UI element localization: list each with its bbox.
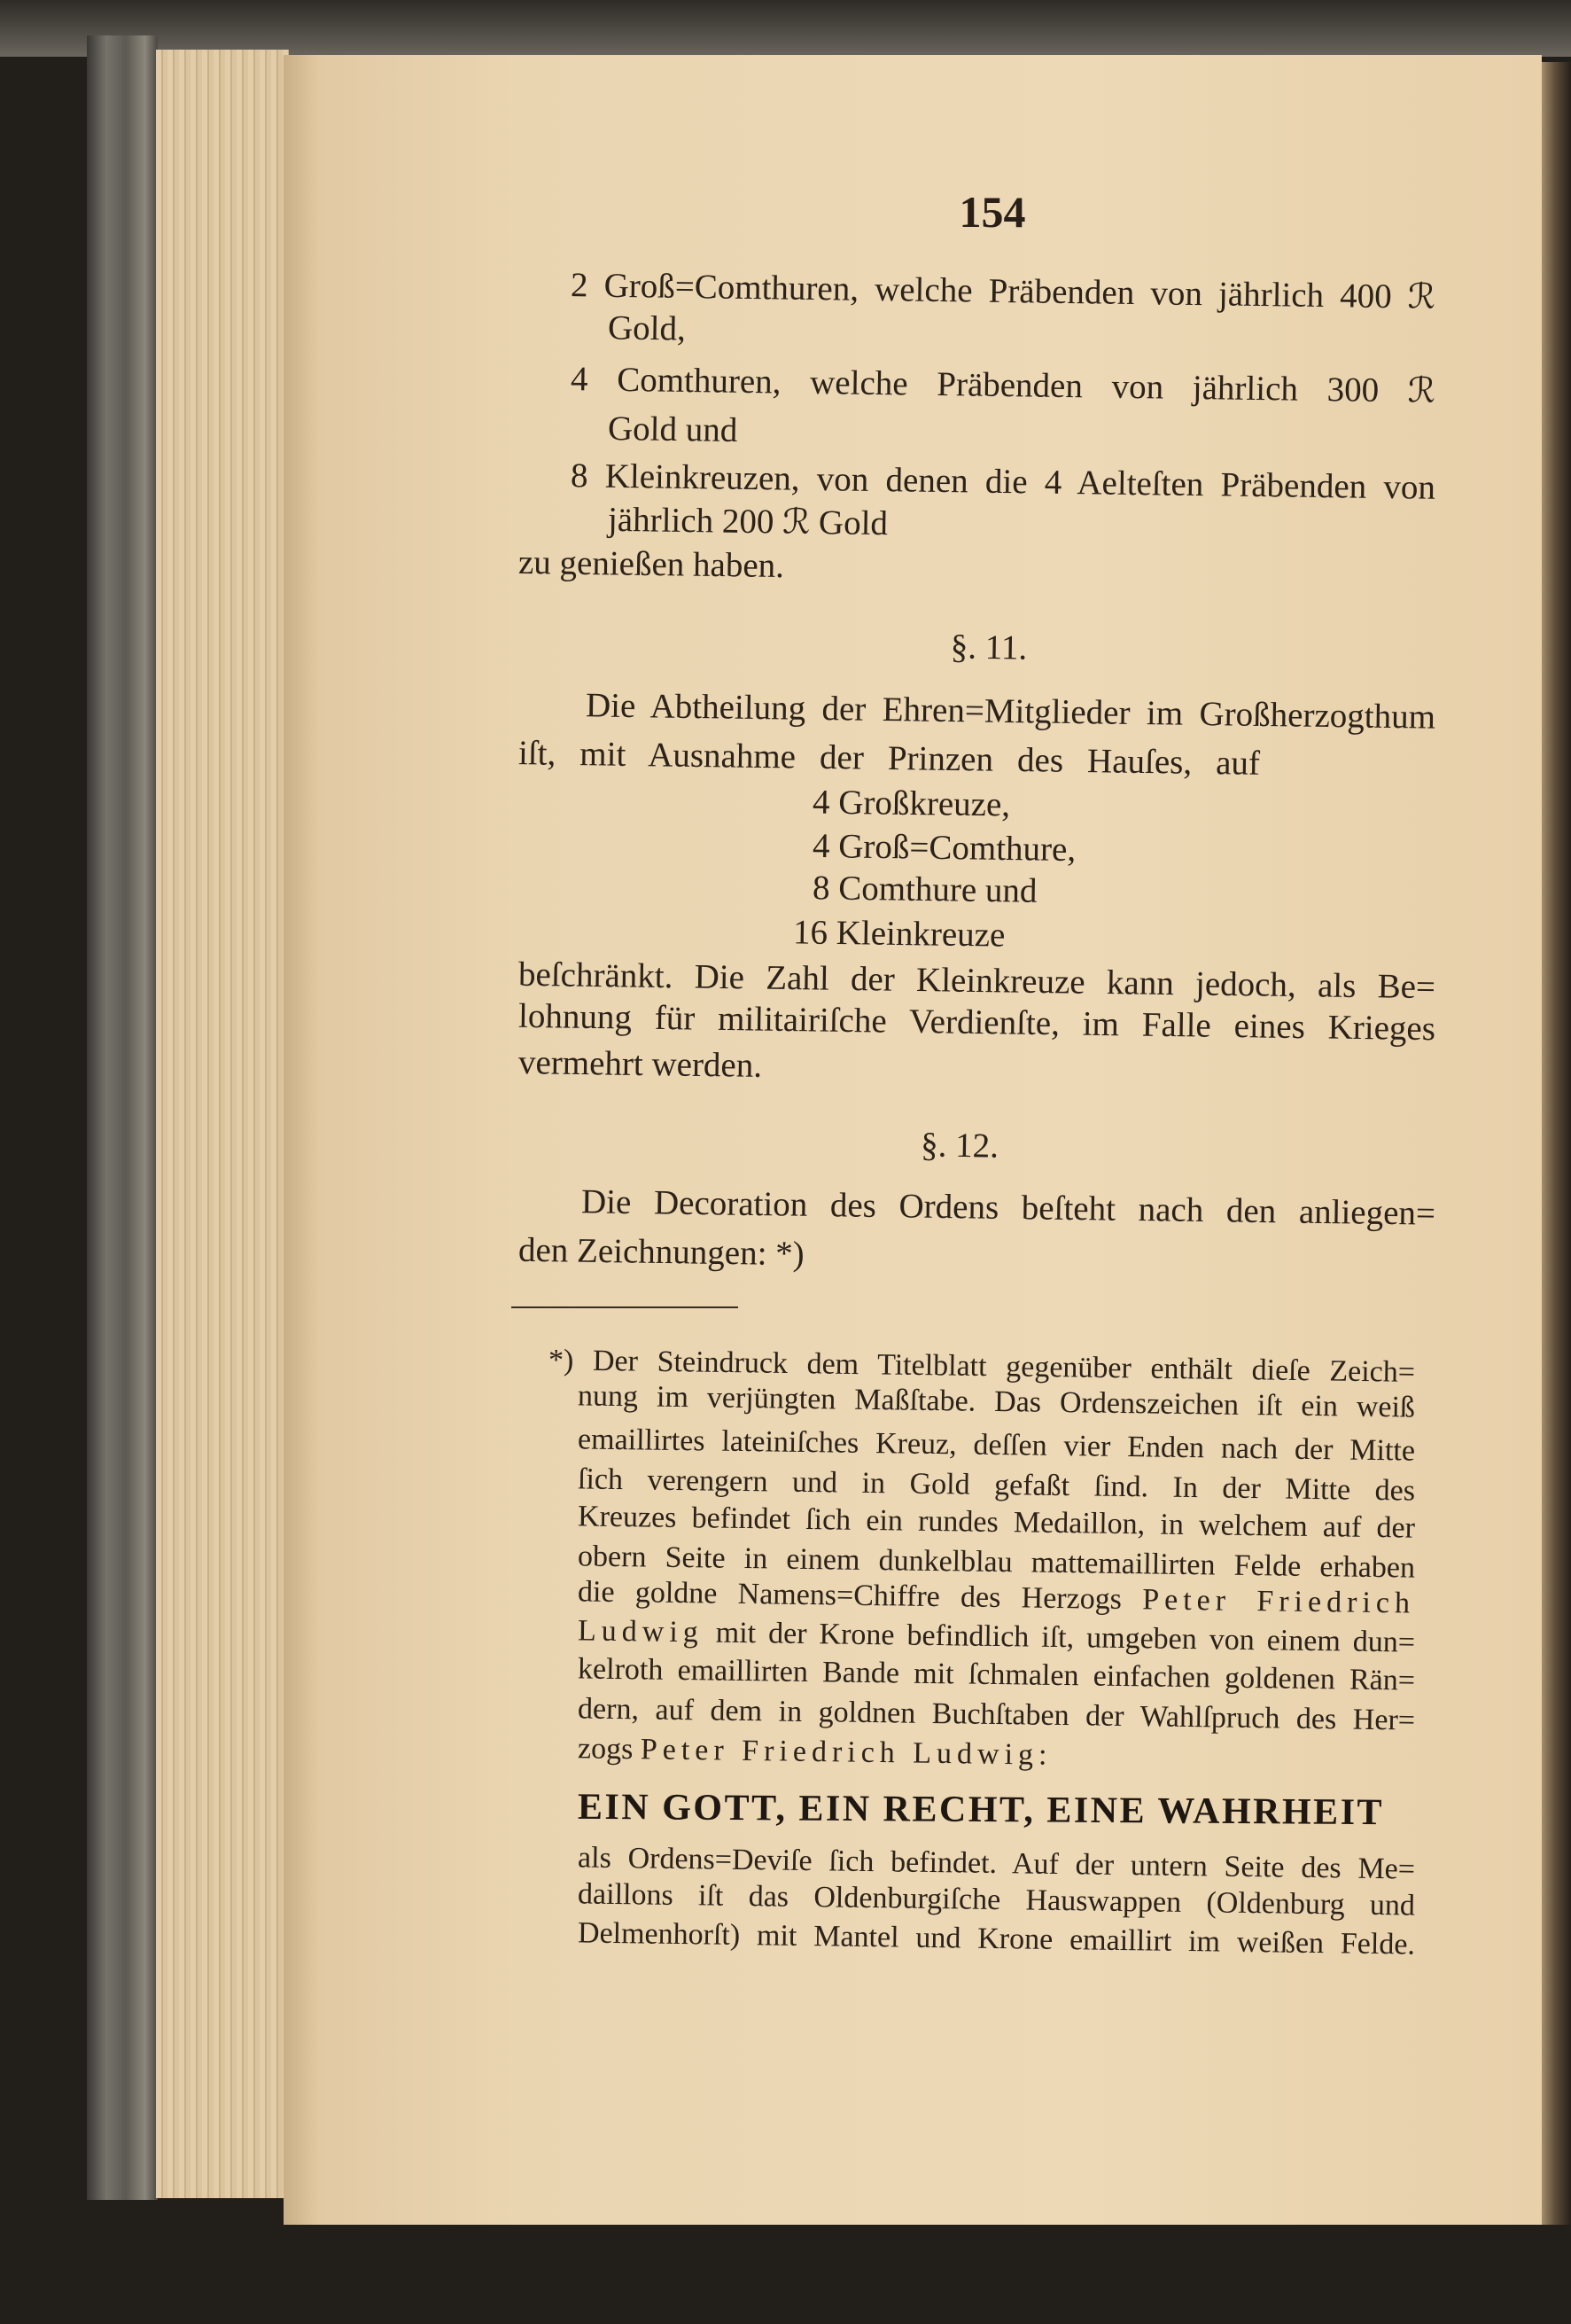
- body-line: 2 Groß=Comthuren, welche Präbenden von jährlich 400 ℛ: [570, 266, 1436, 316]
- spaced-name: Peter Friedrich: [1141, 1583, 1416, 1620]
- body-line: 4 Comthuren, welche Präbenden von jährlich 300 ℛ: [570, 360, 1436, 410]
- body-line: iſt, mit Ausnahme der Prinzen des Hauſes, auf: [517, 734, 1261, 783]
- footnote-line: als Ordens=Deviſe ſich befindet. Auf der untern Seite des Me=: [577, 1841, 1416, 1886]
- footnote-text: zogs: [577, 1732, 634, 1766]
- footnote-line: daillons iſt das Oldenburgiſche Hauswappen (Oldenburg und: [577, 1877, 1416, 1922]
- spaced-name: Ludwig: [577, 1614, 704, 1649]
- footnote-line: emaillirtes lateiniſches Kreuz, deſſen vier Enden nach der Mitte: [577, 1423, 1416, 1468]
- body-line: zu genießen haben.: [517, 542, 785, 586]
- footnote-line: *) Der Steindruck dem Titelblatt gegenüber enthält dieſe Zeich=: [548, 1344, 1416, 1389]
- body-line: jährlich 200 ℛ Gold: [607, 500, 889, 543]
- section-heading: §. 11.: [950, 628, 1028, 667]
- motto-line: EIN GOTT, EIN RECHT, EINE WAHRHEIT: [577, 1786, 1385, 1834]
- body-line: vermehrt werden.: [517, 1043, 763, 1085]
- footnote-line: dern, auf dem in goldnen Buchſtaben der Wahlſpruch des Her=: [577, 1692, 1416, 1737]
- footnote-line: nung im verjüngten Maßſtabe. Das Ordenszeichen iſt ein weiß: [577, 1379, 1416, 1424]
- section-heading: §. 12.: [920, 1126, 999, 1166]
- footnote-rule: [511, 1306, 738, 1308]
- footnote-line: ſich verengern und in Gold gefaßt ſind. In der Mitte des: [577, 1462, 1416, 1508]
- footnote-line: obern Seite in einem dunkelblau mattemaillirten Felde erhaben: [577, 1540, 1416, 1585]
- body-line: den Zeichnungen: *): [517, 1230, 805, 1274]
- body-line: Die Decoration des Ordens beſteht nach den anliegen=: [580, 1182, 1436, 1233]
- facing-page-edge: [1542, 62, 1571, 2225]
- body-line: beſchränkt. Die Zahl der Kleinkreuze kann jedoch, als Be=: [517, 955, 1436, 1007]
- body-line: lohnung für militairiſche Verdienſte, im Falle eines Krieges: [517, 996, 1436, 1049]
- footnote-line: [578, 1731, 1053, 1773]
- list-item: 4 Großkreuze,: [812, 783, 1011, 824]
- body-line: Gold und: [607, 409, 738, 450]
- footnote-text: die goldne Namens=Chiffre des Herzogs: [577, 1575, 1123, 1616]
- body-line: Die Abtheilung der Ehren=Mitglieder im Großherzogthum: [585, 686, 1436, 737]
- body-line: 8 Kleinkreuzen, von denen die 4 Aelteſten Präbenden von: [570, 456, 1436, 507]
- list-item: 8 Comthure und: [812, 869, 1038, 910]
- footnote-line: Kreuzes befindet ſich ein rundes Medaillon, in welchem auf der: [577, 1500, 1416, 1545]
- spaced-name: Peter Friedrich Ludwig:: [640, 1733, 1053, 1772]
- book-top-edge: [0, 0, 1571, 57]
- footnote-text: mit der Krone befindlich iſt, umgeben von einem dun=: [715, 1616, 1416, 1659]
- book-cover-edge: [87, 35, 158, 2200]
- list-item: 16 Kleinkreuze: [792, 913, 1006, 955]
- footnote-line: kelroth emaillirten Bande mit ſchmalen einfachen goldenen Rän=: [577, 1652, 1416, 1697]
- page-number: 154: [959, 187, 1026, 237]
- list-item: 4 Groß=Comthure,: [812, 826, 1077, 870]
- body-line: Gold,: [607, 308, 687, 348]
- page-block-edges: [156, 50, 289, 2198]
- footnote-line: Delmenhorſt) mit Mantel und Krone emaillirt im weißen Felde.: [577, 1916, 1416, 1961]
